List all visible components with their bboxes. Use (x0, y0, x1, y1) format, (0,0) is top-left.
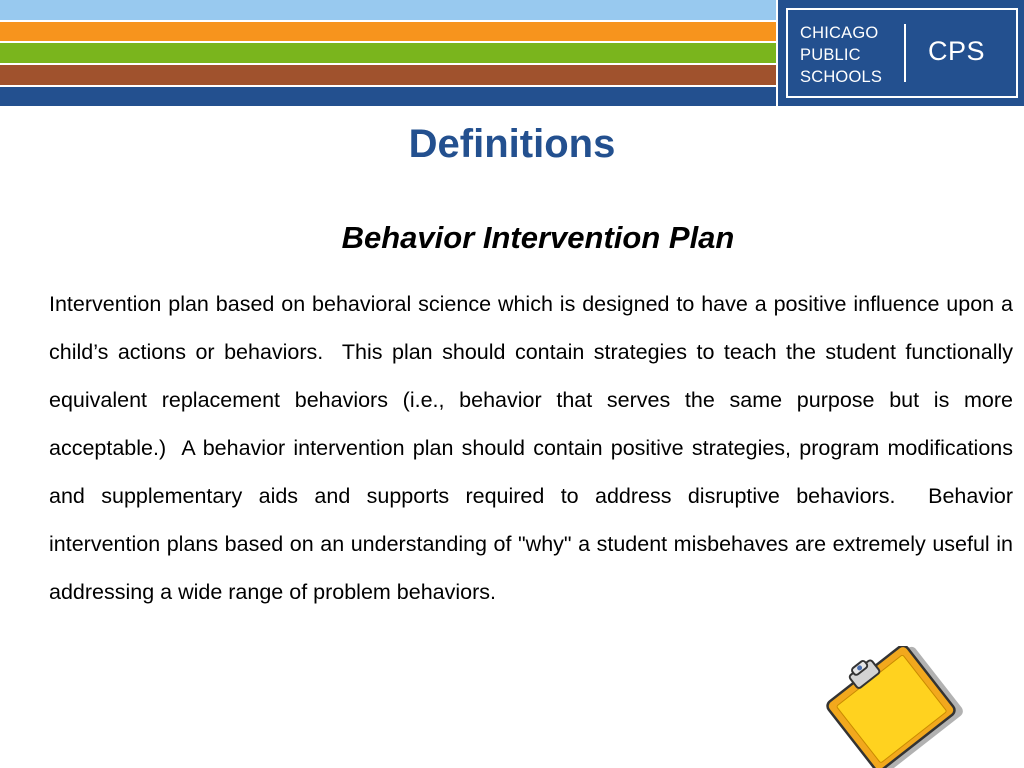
logo-frame (786, 8, 1018, 98)
definition-paragraph: Intervention plan based on behavioral science which is designed to have a positive influence upon a child’s actions or behaviors. This plan should contain strategies to teach the student functionally equivalent replacement behaviors (i.e., behavior that serves the same purpose but is more acceptable.) A behavior intervention plan should contain positive strategies, program modifications and supplementary aids and supports required to address disruptive behaviors. Behavior intervention plans based on an understanding of "why" a student misbehaves are extremely useful in addressing a wide range of problem behaviors. (49, 292, 1019, 604)
clipboard-icon (826, 646, 966, 768)
header-stripe-orange (0, 22, 776, 41)
logo-wordmark (800, 22, 910, 88)
logo-line-2: PUBLIC (800, 46, 861, 64)
header-stripe-brown (0, 65, 776, 85)
header-stripe-green (0, 43, 776, 63)
slide-subtitle: Behavior Intervention Plan (341, 220, 735, 255)
cps-logo (778, 0, 1024, 106)
logo-abbreviation: CPS (928, 36, 986, 66)
slide-title: Definitions (408, 122, 616, 166)
logo-line-3: SCHOOLS (800, 68, 883, 86)
header-stripe-dark-blue (0, 87, 776, 106)
logo-line-1: CHICAGO (800, 24, 879, 42)
header-stripe-light-blue (0, 0, 776, 20)
logo-divider (904, 24, 906, 82)
